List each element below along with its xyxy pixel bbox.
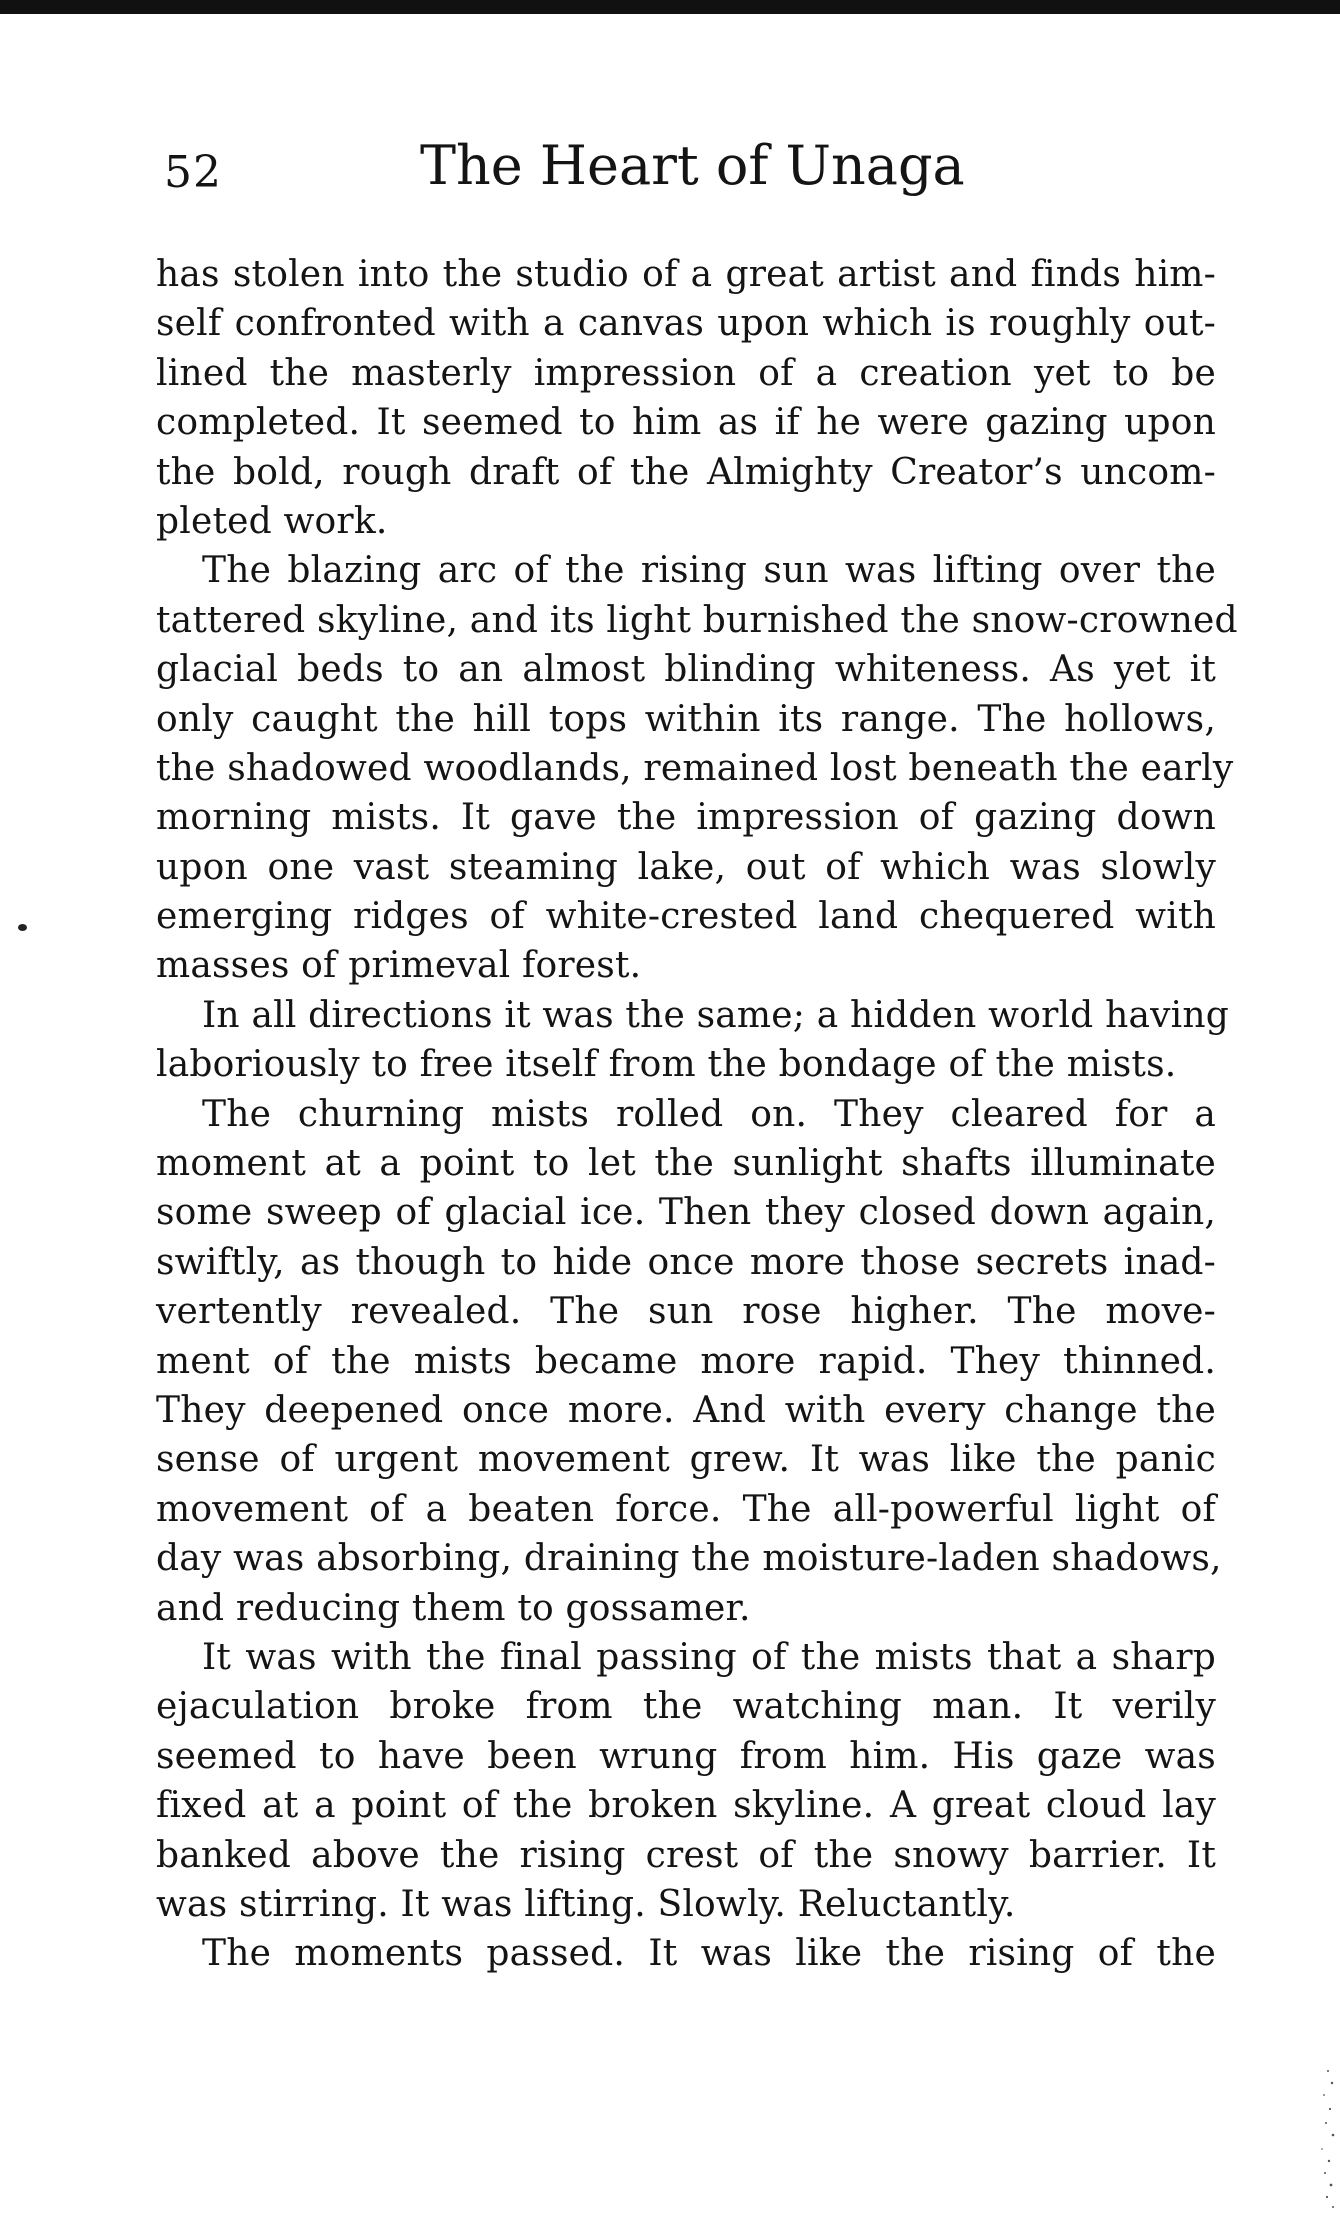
text-line: and reducing them to gossamer. [156, 1587, 751, 1629]
text-line: laboriously to free itself from the bondage of the mists. [156, 1044, 1177, 1086]
text-line: sense of urgent movement grew. It was like the panic [156, 1439, 1216, 1481]
text-line: moment at a point to let the sunlight shafts illuminate [156, 1143, 1216, 1185]
text-line: lined the masterly impression of a creation yet to be [156, 352, 1216, 394]
text-line: completed. It seemed to him as if he were gazing upon [156, 402, 1216, 444]
text-line: seemed to have been wrung from him. His gaze was [156, 1735, 1216, 1777]
book-title: The Heart of Unaga [420, 134, 965, 197]
text-line: pleted work. [156, 500, 388, 542]
scan-edge-noise [1306, 2065, 1336, 2215]
text-line: They deepened once more. And with every change the [156, 1389, 1216, 1431]
text-line: movement of a beaten force. The all-powerful light of [156, 1488, 1216, 1530]
text-line: masses of primeval forest. [156, 945, 642, 987]
text-line: The blazing arc of the rising sun was lifting over the [202, 550, 1216, 592]
ink-speck [18, 924, 27, 931]
text-line: vertently revealed. The sun rose higher. The move- [156, 1291, 1216, 1333]
text-line: fixed at a point of the broken skyline. A great cloud lay [156, 1785, 1216, 1827]
text-line: only caught the hill tops within its range. The hollows, [156, 698, 1216, 740]
page-number: 52 [164, 147, 222, 198]
text-line: the shadowed woodlands, remained lost beneath the early [156, 747, 1234, 789]
body-text [156, 250, 1238, 1979]
text-line: tattered skyline, and its light burnished the snow-crowned [156, 599, 1238, 641]
text-line: morning mists. It gave the impression of gazing down [156, 797, 1216, 839]
text-line: some sweep of glacial ice. Then they closed down again, [156, 1192, 1216, 1234]
text-line: swiftly, as though to hide once more those secrets inad- [156, 1241, 1216, 1283]
text-line: The churning mists rolled on. They cleared for a [202, 1093, 1216, 1135]
text-line: ment of the mists became more rapid. They thinned. [156, 1340, 1216, 1382]
text-line: was stirring. It was lifting. Slowly. Reluctantly. [156, 1883, 1016, 1925]
text-line: banked above the rising crest of the snowy barrier. It [156, 1834, 1216, 1876]
text-line: It was with the final passing of the mists that a sharp [202, 1636, 1216, 1678]
text-line: has stolen into the studio of a great artist and finds him- [156, 254, 1216, 295]
text-line: ejaculation broke from the watching man. It verily [156, 1686, 1216, 1728]
scan-top-border [0, 0, 1340, 14]
text-line: upon one vast steaming lake, out of which was slowly [156, 846, 1216, 888]
text-line: self confronted with a canvas upon which is roughly out- [156, 303, 1216, 345]
text-line: The moments passed. It was like the rising of the [202, 1933, 1216, 1975]
running-head [160, 134, 1210, 204]
text-line: emerging ridges of white-crested land chequered with [156, 896, 1216, 938]
text-line: In all directions it was the same; a hidden world having [202, 994, 1230, 1036]
text-line: the bold, rough draft of the Almighty Creator’s uncom- [156, 451, 1216, 493]
text-line: day was absorbing, draining the moisture-laden shadows, [156, 1538, 1222, 1580]
text-line: glacial beds to an almost blinding whiteness. As yet it [156, 649, 1216, 691]
